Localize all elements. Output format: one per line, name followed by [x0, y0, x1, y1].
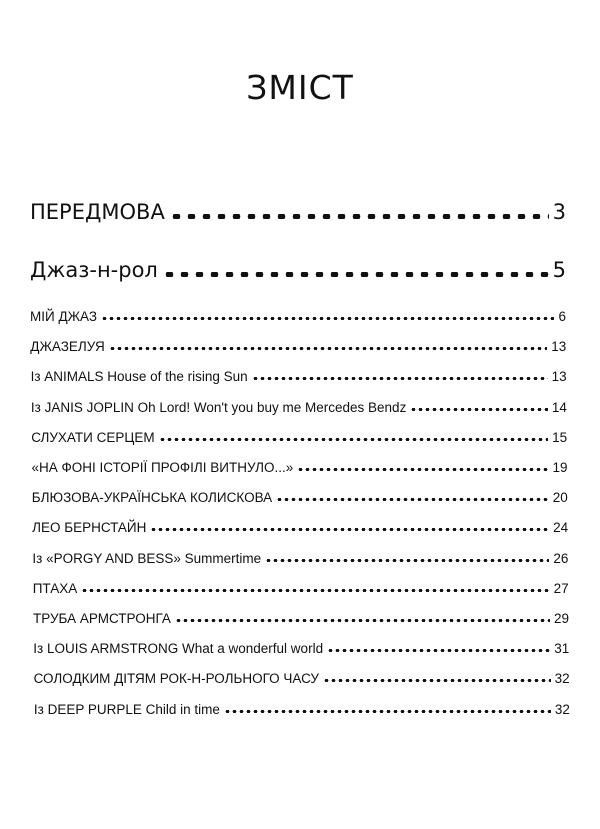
toc-entry[interactable] — [30, 339, 566, 354]
toc-entry[interactable] — [32, 520, 568, 535]
toc-label: ПЕРЕДМОВА — [30, 200, 165, 224]
toc-page: 26 — [553, 550, 569, 566]
dot-leader — [323, 678, 551, 682]
toc-section[interactable] — [30, 258, 566, 282]
dot-leader — [169, 213, 549, 219]
toc-page: 19 — [552, 460, 568, 475]
toc-page: 31 — [554, 641, 570, 657]
toc-page: 13 — [551, 339, 567, 355]
toc-label: ДЖАЗЕЛУЯ — [30, 339, 105, 355]
toc-label: Джаз-н-рол — [30, 258, 158, 282]
toc-label: Із «PORGY AND BESS» Summertime — [32, 550, 262, 566]
dot-leader — [327, 648, 550, 652]
toc-entry[interactable] — [31, 400, 567, 415]
toc-entry[interactable] — [30, 309, 566, 324]
dot-leader — [252, 376, 548, 380]
toc-entry[interactable] — [33, 611, 569, 626]
toc-label: Із LOUIS ARMSTRONG What a wonderful world — [33, 641, 324, 657]
toc-label: ПТАХА — [32, 580, 78, 596]
dot-leader — [101, 316, 554, 320]
dot-leader — [265, 558, 549, 562]
toc-label: ТРУБА АРМСТРОНГА — [33, 611, 171, 626]
toc-page: 27 — [553, 580, 569, 596]
toc-page: 15 — [552, 429, 568, 445]
toc-entry[interactable] — [31, 369, 567, 384]
toc-label: МІЙ ДЖАЗ — [30, 309, 98, 324]
dot-leader — [81, 588, 549, 592]
toc-page: 32 — [554, 671, 570, 687]
page-title: ЗМІСТ — [246, 68, 354, 107]
toc-label: Із ANIMALS House of the rising Sun — [30, 369, 248, 385]
toc-entry[interactable] — [34, 702, 570, 717]
toc-page: 13 — [551, 369, 567, 385]
dot-leader — [224, 709, 551, 713]
toc-page: 20 — [552, 490, 568, 506]
dot-leader — [175, 618, 550, 622]
toc-label: Із DEEP PURPLE Child in time — [33, 701, 220, 717]
toc-entry[interactable] — [33, 581, 569, 596]
toc-entry[interactable] — [34, 671, 570, 686]
toc-page: 3 — [552, 200, 566, 224]
dot-leader — [150, 527, 549, 531]
toc-label: ЛЕО БЕРНСТАЙН — [32, 520, 147, 536]
dot-leader — [276, 497, 549, 501]
toc-entry[interactable] — [32, 460, 568, 475]
toc-entry[interactable] — [32, 490, 568, 505]
toc-entry[interactable] — [31, 430, 567, 445]
toc-page: 5 — [552, 258, 566, 282]
toc-page: 14 — [551, 399, 567, 415]
dot-leader — [410, 407, 548, 411]
toc-label: БЛЮЗОВА-УКРАЇНСЬКА КОЛИСКОВА — [31, 490, 273, 506]
toc-label: СОЛОДКИМ ДІТЯМ РОК-Н-РОЛЬНОГО ЧАСУ — [33, 671, 319, 687]
dot-leader — [162, 271, 549, 277]
toc-label: СЛУХАТИ СЕРЦЕМ — [31, 429, 155, 445]
toc-section[interactable] — [30, 200, 566, 224]
dot-leader — [109, 346, 547, 350]
toc-page: 6 — [558, 309, 566, 324]
toc-page: 24 — [553, 520, 569, 536]
dot-leader — [159, 437, 549, 441]
toc-label: Із JANIS JOPLIN Oh Lord! Won't you buy me Mercedes Bendz — [30, 399, 407, 415]
toc-entry[interactable] — [32, 551, 568, 566]
toc-label: «НА ФОНІ ІСТОРІЇ ПРОФІЛІ ВИТНУЛО...» — [31, 460, 294, 475]
toc-page: 32 — [554, 701, 570, 717]
dot-leader — [297, 467, 548, 471]
toc-page: 29 — [553, 611, 569, 626]
toc-entry[interactable] — [33, 641, 569, 656]
